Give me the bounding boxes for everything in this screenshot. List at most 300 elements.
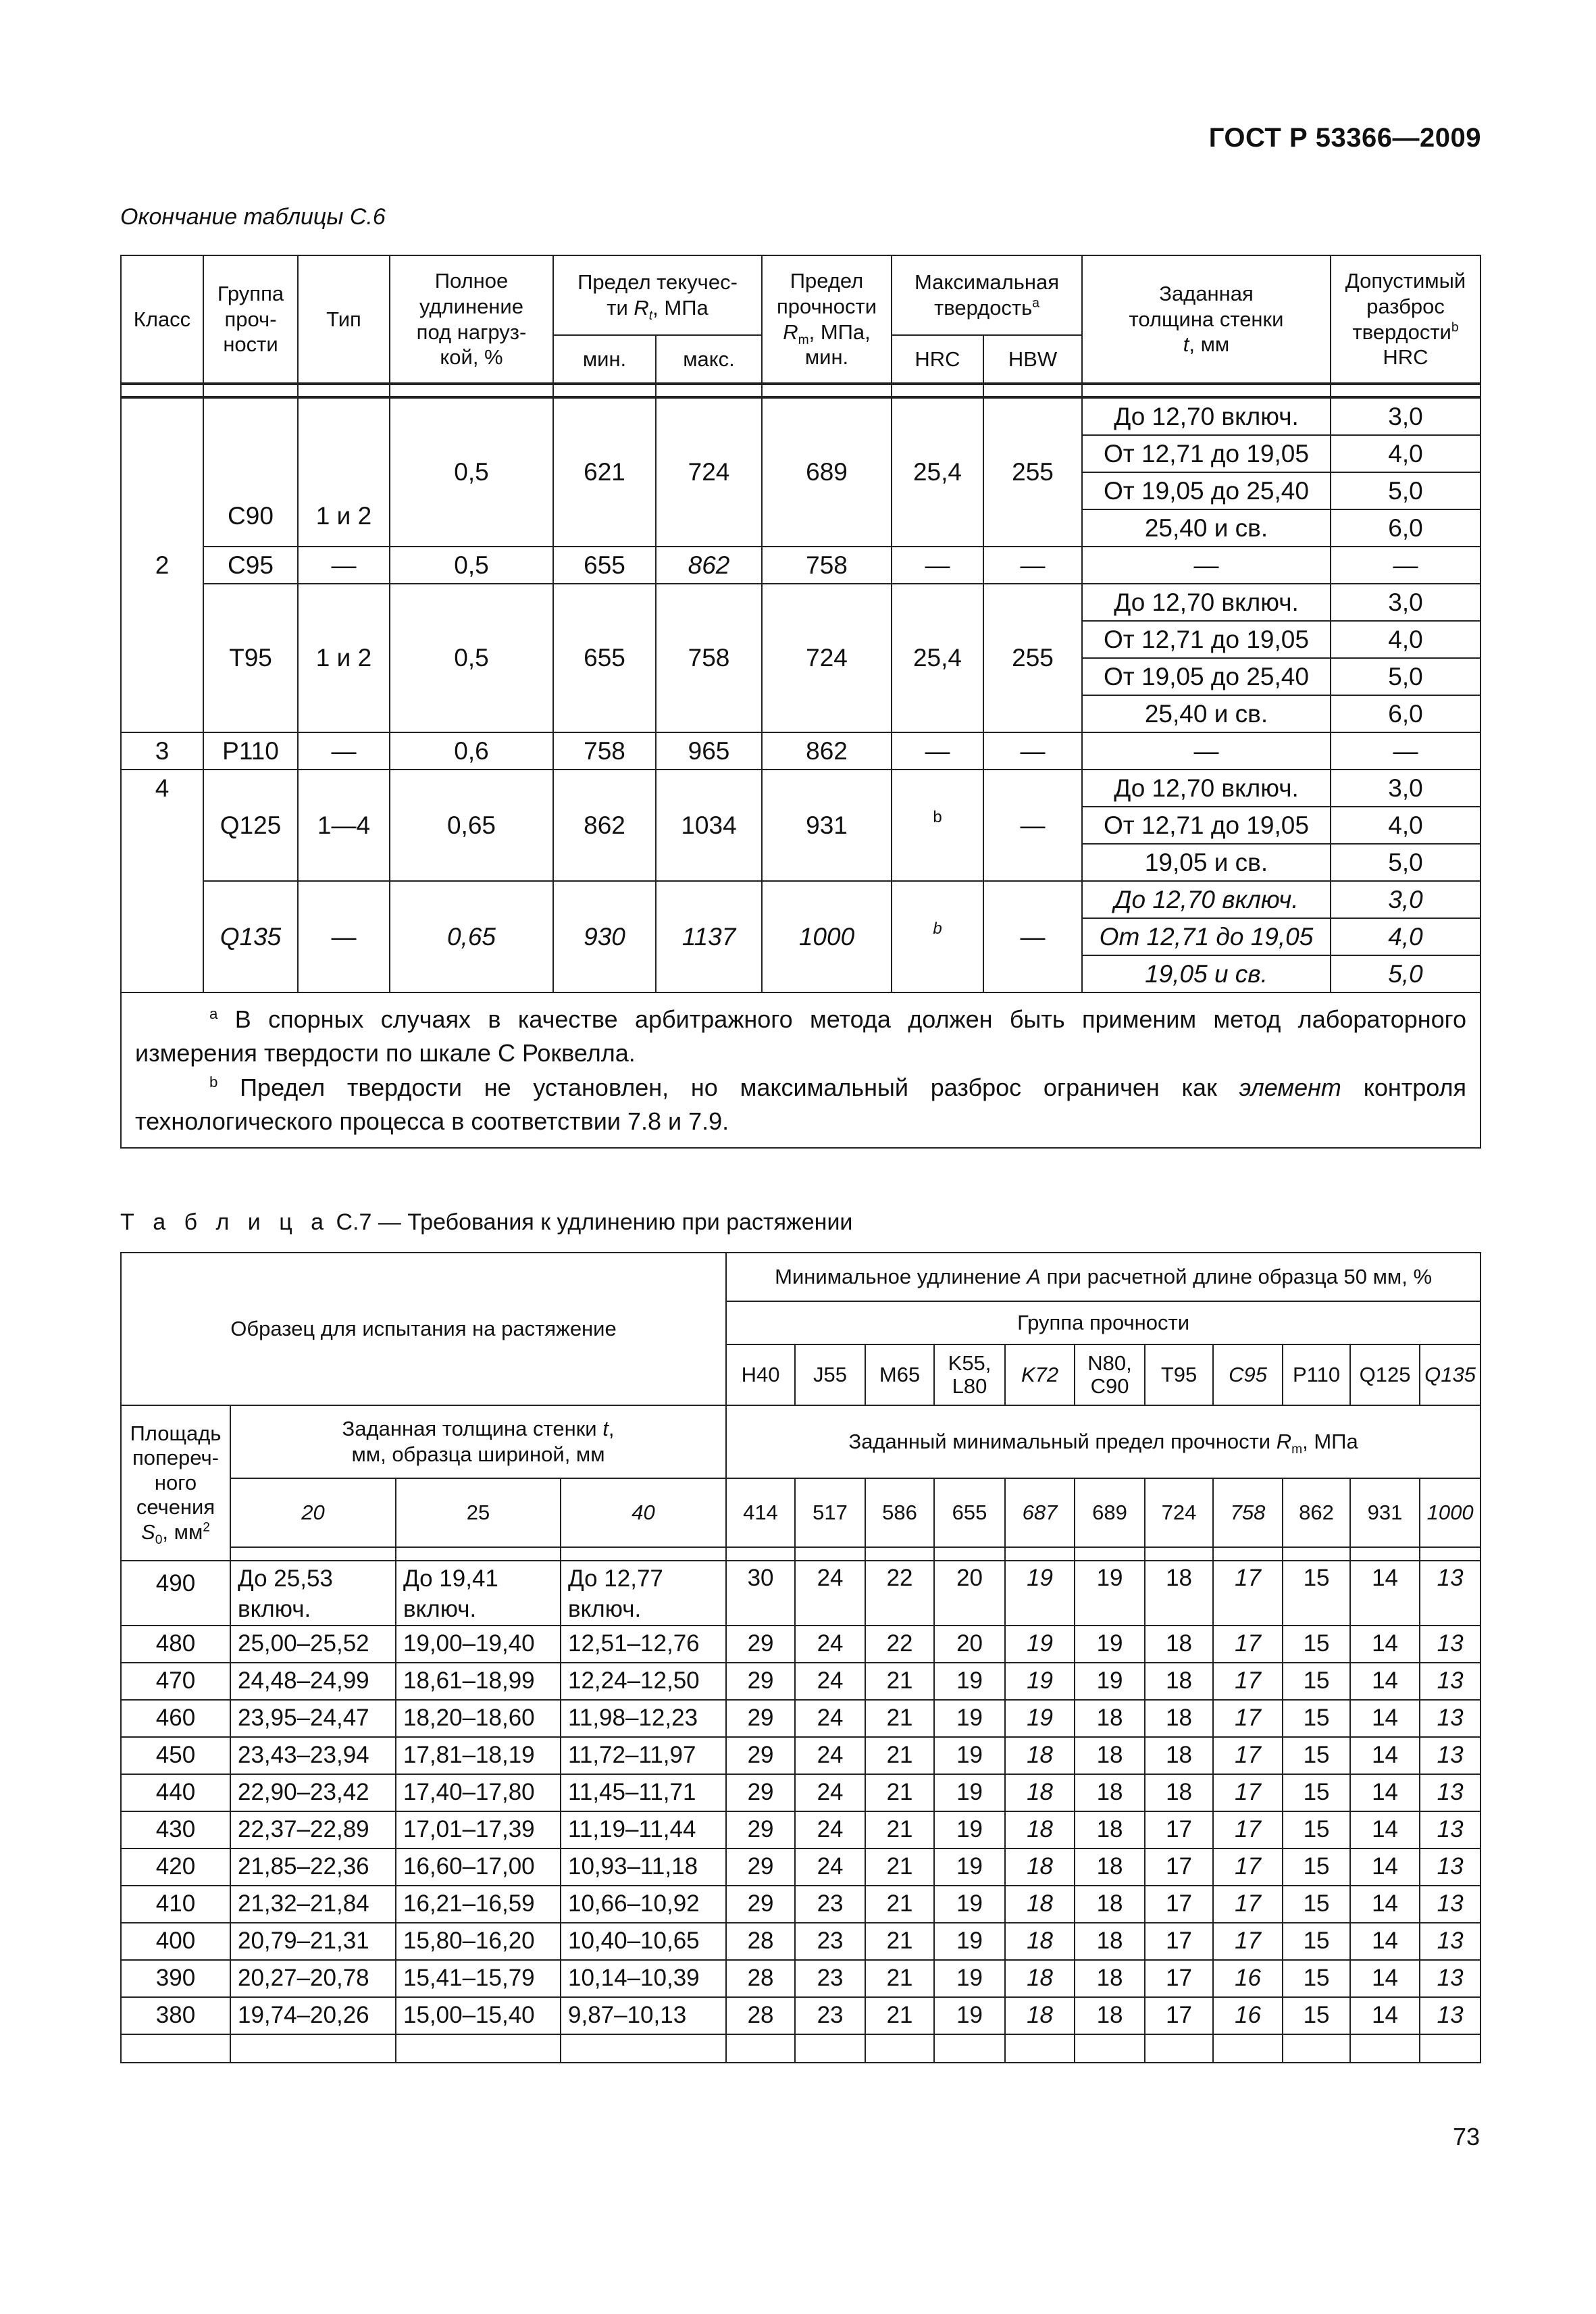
thickness-cell: 24,48–24,99 xyxy=(230,1663,396,1700)
area-cell: 490 xyxy=(121,1561,230,1626)
width-cell: 20 xyxy=(230,1478,396,1547)
elongation-cell: 20 xyxy=(934,1626,1005,1663)
table-row xyxy=(121,1561,1481,1626)
elongation-cell: 19 xyxy=(1005,1626,1075,1663)
elongation-cell: 23 xyxy=(795,1886,865,1923)
hrc-cell: b xyxy=(892,770,983,881)
elongation-cell: 14 xyxy=(1350,1960,1420,1997)
elongation-cell: 29 xyxy=(726,1774,795,1811)
elong-cell: 0,5 xyxy=(390,397,553,547)
strength-cell: 931 xyxy=(1350,1478,1420,1547)
table6-footnotes xyxy=(121,992,1481,1148)
elongation-cell: 18 xyxy=(1005,1960,1075,1997)
elongation-cell: 18 xyxy=(1075,1923,1145,1960)
spacer-cell xyxy=(795,1547,865,1561)
header-wall: Заданная толщина стенки t, мм xyxy=(1082,255,1331,384)
table-row xyxy=(121,1626,1481,1663)
elongation-cell: 15 xyxy=(1283,1774,1350,1811)
spacer-cell xyxy=(1145,2034,1213,2063)
elongation-cell: 22 xyxy=(865,1561,934,1626)
table-row xyxy=(121,770,1481,807)
header-yield-min: мин. xyxy=(553,335,656,384)
elongation-cell: 13 xyxy=(1420,1811,1481,1848)
elongation-cell: 14 xyxy=(1350,1626,1420,1663)
elongation-cell: 15 xyxy=(1283,1663,1350,1700)
elongation-cell: 14 xyxy=(1350,1923,1420,1960)
elongation-cell: 17 xyxy=(1145,1886,1213,1923)
wall-cell: До 12,70 включ. xyxy=(1082,584,1331,621)
elongation-cell: 19 xyxy=(934,1663,1005,1700)
thickness-cell: 17,81–18,19 xyxy=(396,1737,561,1774)
strength-cell: 414 xyxy=(726,1478,795,1547)
area-cell: 480 xyxy=(121,1626,230,1663)
strength-group-cell: K55, L80 xyxy=(934,1344,1005,1405)
header-tensile-strength: Заданный минимальный предел прочности $R_m$, МПа xyxy=(726,1405,1481,1478)
wall-cell: — xyxy=(1082,547,1331,584)
thickness-cell: 10,14–10,39 xyxy=(561,1960,726,1997)
area-cell: 430 xyxy=(121,1811,230,1848)
hbw-cell: — xyxy=(983,732,1082,770)
table-row xyxy=(121,397,1481,435)
elongation-cell: 18 xyxy=(1145,1663,1213,1700)
elongation-cell: 24 xyxy=(795,1848,865,1886)
yield-max-cell: 724 xyxy=(656,397,762,547)
header-klass: Класс xyxy=(121,255,203,384)
elongation-cell: 21 xyxy=(865,1886,934,1923)
thickness-cell: 25,00–25,52 xyxy=(230,1626,396,1663)
spacer-cell xyxy=(1350,1547,1420,1561)
spread-cell: 4,0 xyxy=(1331,918,1481,955)
elongation-cell: 29 xyxy=(726,1663,795,1700)
wall-cell: От 19,05 до 25,40 xyxy=(1082,472,1331,509)
yield-min-cell: 862 xyxy=(553,770,656,881)
spacer-cell xyxy=(1420,2034,1481,2063)
elongation-cell: 17 xyxy=(1213,1886,1283,1923)
elongation-cell: 18 xyxy=(1075,1700,1145,1737)
spread-cell: 4,0 xyxy=(1331,621,1481,658)
thickness-cell: 18,20–18,60 xyxy=(396,1700,561,1737)
strength-cell: 689 xyxy=(1075,1478,1145,1547)
elongation-cell: 15 xyxy=(1283,1923,1350,1960)
thickness-cell: 10,40–10,65 xyxy=(561,1923,726,1960)
elongation-cell: 14 xyxy=(1350,1997,1420,2034)
strength-cell: 586 xyxy=(865,1478,934,1547)
spread-cell: — xyxy=(1331,547,1481,584)
strength-group-cell: T95 xyxy=(1145,1344,1213,1405)
spread-cell: 3,0 xyxy=(1331,397,1481,435)
yield-min-cell: 758 xyxy=(553,732,656,770)
spread-cell: 5,0 xyxy=(1331,658,1481,695)
elongation-cell: 17 xyxy=(1213,1737,1283,1774)
header-hrc: HRC xyxy=(892,335,983,384)
spacer-cell xyxy=(865,1547,934,1561)
elongation-cell: 29 xyxy=(726,1811,795,1848)
area-cell: 400 xyxy=(121,1923,230,1960)
elongation-cell: 21 xyxy=(865,1774,934,1811)
header-type: Тип xyxy=(298,255,390,384)
elong-cell: 0,5 xyxy=(390,584,553,732)
thickness-cell: 23,43–23,94 xyxy=(230,1737,396,1774)
header-group: Группа проч- ности xyxy=(203,255,298,384)
elongation-cell: 19 xyxy=(1005,1663,1075,1700)
elongation-cell: 13 xyxy=(1420,1923,1481,1960)
strength-group-cell: M65 xyxy=(865,1344,934,1405)
spacer-cell xyxy=(230,2034,396,2063)
elongation-cell: 24 xyxy=(795,1737,865,1774)
wall-cell: От 12,71 до 19,05 xyxy=(1082,621,1331,658)
tensile-cell: 724 xyxy=(762,584,892,732)
spacer-cell xyxy=(1213,2034,1283,2063)
elongation-cell: 19 xyxy=(934,1960,1005,1997)
elongation-cell: 18 xyxy=(1145,1774,1213,1811)
elongation-cell: 15 xyxy=(1283,1811,1350,1848)
yield-max-cell: 862 xyxy=(656,547,762,584)
thickness-cell: 11,98–12,23 xyxy=(561,1700,726,1737)
spacer-cell xyxy=(1145,1547,1213,1561)
spacer-cell xyxy=(1420,1547,1481,1561)
elongation-cell: 18 xyxy=(1075,1737,1145,1774)
spacer-cell xyxy=(1283,2034,1350,2063)
elongation-cell: 16 xyxy=(1213,1960,1283,1997)
spacer-cell xyxy=(1283,1547,1350,1561)
elongation-cell: 18 xyxy=(1005,1997,1075,2034)
thickness-cell: 15,80–16,20 xyxy=(396,1923,561,1960)
strength-cell: 862 xyxy=(1283,1478,1350,1547)
type-cell: — xyxy=(298,881,390,992)
elongation-cell: 14 xyxy=(1350,1886,1420,1923)
elongation-cell: 24 xyxy=(795,1700,865,1737)
elongation-cell: 17 xyxy=(1213,1923,1283,1960)
elongation-cell: 23 xyxy=(795,1923,865,1960)
spread-cell: 4,0 xyxy=(1331,435,1481,472)
header-wall-thickness: Заданная толщина стенки t, мм, образца шириной, мм xyxy=(230,1405,726,1478)
type-cell: 1 и 2 xyxy=(298,397,390,547)
thickness-cell: До 25,53 включ. xyxy=(230,1561,396,1626)
spacer-cell xyxy=(121,2034,230,2063)
document-code: ГОСТ Р 53366—2009 xyxy=(1208,123,1481,153)
elongation-cell: 13 xyxy=(1420,1561,1481,1626)
yield-min-cell: 621 xyxy=(553,397,656,547)
elongation-cell: 17 xyxy=(1213,1561,1283,1626)
tensile-cell: 1000 xyxy=(762,881,892,992)
type-cell: — xyxy=(298,732,390,770)
header-area: Площадь попереч- ного сечения $S_0$, $мм^2$ xyxy=(121,1405,230,1561)
elongation-cell: 21 xyxy=(865,1811,934,1848)
thickness-cell: 10,93–11,18 xyxy=(561,1848,726,1886)
elongation-cell: 15 xyxy=(1283,1737,1350,1774)
elongation-cell: 17 xyxy=(1213,1663,1283,1700)
area-cell: 390 xyxy=(121,1960,230,1997)
thickness-cell: 9,87–10,13 xyxy=(561,1997,726,2034)
elongation-cell: 18 xyxy=(1005,1737,1075,1774)
table-c6 xyxy=(120,255,1481,1149)
spacer-cell xyxy=(1005,2034,1075,2063)
wall-cell: От 12,71 до 19,05 xyxy=(1082,918,1331,955)
thickness-cell: До 12,77 включ. xyxy=(561,1561,726,1626)
elongation-cell: 17 xyxy=(1213,1626,1283,1663)
spacer-cell xyxy=(396,1547,561,1561)
wall-cell: 25,40 и св. xyxy=(1082,509,1331,547)
elongation-cell: 21 xyxy=(865,1923,934,1960)
elongation-cell: 17 xyxy=(1213,1848,1283,1886)
wall-cell: От 12,71 до 19,05 xyxy=(1082,435,1331,472)
hbw-cell: 255 xyxy=(983,397,1082,547)
elongation-cell: 13 xyxy=(1420,1737,1481,1774)
spacer-cell xyxy=(795,2034,865,2063)
table-row xyxy=(121,2034,1481,2063)
elongation-cell: 13 xyxy=(1420,1700,1481,1737)
width-cell: 25 xyxy=(396,1478,561,1547)
elongation-cell: 19 xyxy=(934,1700,1005,1737)
thickness-cell: 12,24–12,50 xyxy=(561,1663,726,1700)
header-specimen: Образец для испытания на растяжение xyxy=(121,1253,726,1405)
strength-group-cell: J55 xyxy=(795,1344,865,1405)
elongation-cell: 18 xyxy=(1005,1811,1075,1848)
elongation-cell: 19 xyxy=(1005,1561,1075,1626)
hrc-cell: — xyxy=(892,547,983,584)
header-strength-group: Группа прочности xyxy=(726,1301,1481,1344)
elongation-cell: 21 xyxy=(865,1848,934,1886)
table-row xyxy=(121,1960,1481,1997)
spread-cell: 3,0 xyxy=(1331,584,1481,621)
thickness-cell: 23,95–24,47 xyxy=(230,1700,396,1737)
elongation-cell: 17 xyxy=(1213,1774,1283,1811)
spread-cell: — xyxy=(1331,732,1481,770)
thickness-cell: 21,32–21,84 xyxy=(230,1886,396,1923)
tensile-cell: 931 xyxy=(762,770,892,881)
thickness-cell: 12,51–12,76 xyxy=(561,1626,726,1663)
elongation-cell: 18 xyxy=(1075,1886,1145,1923)
elongation-cell: 19 xyxy=(1075,1663,1145,1700)
header-min-elongation: Минимальное удлинение A при расчетной длине образца 50 мм, % xyxy=(726,1253,1481,1301)
spread-cell: 3,0 xyxy=(1331,881,1481,918)
spacer-cell xyxy=(1005,1547,1075,1561)
hrc-cell: b xyxy=(892,881,983,992)
hbw-cell: — xyxy=(983,770,1082,881)
elongation-cell: 24 xyxy=(795,1626,865,1663)
strength-group-cell: Q125 xyxy=(1350,1344,1420,1405)
thickness-cell: 22,90–23,42 xyxy=(230,1774,396,1811)
table7-caption: Т а б л и ц а С.7 — Требования к удлинению при растяжении xyxy=(120,1209,853,1235)
group-cell: C95 xyxy=(203,547,298,584)
elongation-cell: 24 xyxy=(795,1561,865,1626)
spacer-cell xyxy=(726,2034,795,2063)
wall-cell: До 12,70 включ. xyxy=(1082,881,1331,918)
tensile-cell: 758 xyxy=(762,547,892,584)
hbw-cell: 255 xyxy=(983,584,1082,732)
elongation-cell: 14 xyxy=(1350,1561,1420,1626)
elongation-cell: 29 xyxy=(726,1848,795,1886)
elongation-cell: 14 xyxy=(1350,1700,1420,1737)
thickness-cell: 16,60–17,00 xyxy=(396,1848,561,1886)
elongation-cell: 13 xyxy=(1420,1848,1481,1886)
elongation-cell: 18 xyxy=(1145,1561,1213,1626)
spread-cell: 3,0 xyxy=(1331,770,1481,807)
elongation-cell: 18 xyxy=(1075,1774,1145,1811)
elongation-cell: 13 xyxy=(1420,1774,1481,1811)
table-row xyxy=(121,1848,1481,1886)
elongation-cell: 28 xyxy=(726,1997,795,2034)
wall-cell: До 12,70 включ. xyxy=(1082,397,1331,435)
tensile-cell: 862 xyxy=(762,732,892,770)
thickness-cell: 10,66–10,92 xyxy=(561,1886,726,1923)
strength-cell: 687 xyxy=(1005,1478,1075,1547)
elongation-cell: 15 xyxy=(1283,1626,1350,1663)
table-row xyxy=(121,584,1481,621)
thickness-cell: 11,45–11,71 xyxy=(561,1774,726,1811)
wall-cell: — xyxy=(1082,732,1331,770)
elongation-cell: 28 xyxy=(726,1960,795,1997)
elongation-cell: 18 xyxy=(1075,1997,1145,2034)
elongation-cell: 17 xyxy=(1213,1811,1283,1848)
header-elongation: Полное удлинение под нагруз- кой, % xyxy=(390,255,553,384)
elongation-cell: 17 xyxy=(1145,1811,1213,1848)
elongation-cell: 24 xyxy=(795,1774,865,1811)
group-cell: C90 xyxy=(203,397,298,547)
yield-max-cell: 1137 xyxy=(656,881,762,992)
wall-cell: 19,05 и св. xyxy=(1082,844,1331,881)
elongation-cell: 19 xyxy=(1075,1626,1145,1663)
elongation-cell: 15 xyxy=(1283,1960,1350,1997)
klass-cell: 4 xyxy=(121,770,203,992)
elongation-cell: 13 xyxy=(1420,1886,1481,1923)
elongation-cell: 13 xyxy=(1420,1663,1481,1700)
yield-min-cell: 655 xyxy=(553,547,656,584)
elongation-cell: 13 xyxy=(1420,1626,1481,1663)
thickness-cell: 17,40–17,80 xyxy=(396,1774,561,1811)
spread-cell: 6,0 xyxy=(1331,695,1481,732)
thickness-cell: 11,72–11,97 xyxy=(561,1737,726,1774)
thickness-cell: 18,61–18,99 xyxy=(396,1663,561,1700)
area-cell: 410 xyxy=(121,1886,230,1923)
yield-min-cell: 655 xyxy=(553,584,656,732)
table-row xyxy=(121,547,1481,584)
spacer-cell xyxy=(934,1547,1005,1561)
elongation-cell: 29 xyxy=(726,1700,795,1737)
group-cell: T95 xyxy=(203,584,298,732)
klass-cell: 3 xyxy=(121,732,203,770)
elongation-cell: 19 xyxy=(934,1923,1005,1960)
type-cell: 1—4 xyxy=(298,770,390,881)
thickness-cell: 16,21–16,59 xyxy=(396,1886,561,1923)
strength-cell: 758 xyxy=(1213,1478,1283,1547)
spacer-cell xyxy=(1213,1547,1283,1561)
thickness-cell: 22,37–22,89 xyxy=(230,1811,396,1848)
strength-group-cell: P110 xyxy=(1283,1344,1350,1405)
area-cell: 420 xyxy=(121,1848,230,1886)
table-row xyxy=(121,1811,1481,1848)
spacer-cell xyxy=(561,1547,726,1561)
spacer-cell xyxy=(1075,2034,1145,2063)
elongation-cell: 13 xyxy=(1420,1997,1481,2034)
table-row xyxy=(121,1886,1481,1923)
group-cell: P110 xyxy=(203,732,298,770)
elongation-cell: 21 xyxy=(865,1700,934,1737)
strength-group-cell: H40 xyxy=(726,1344,795,1405)
spread-cell: 6,0 xyxy=(1331,509,1481,547)
elongation-cell: 13 xyxy=(1420,1960,1481,1997)
footnote-a: $^a$ В спорных случаях в качестве арбитражного метода должен быть применим метод лабораторного измерения твердости по шкале С Роквелла. xyxy=(135,1005,1466,1067)
elongation-cell: 24 xyxy=(795,1811,865,1848)
spacer-cell xyxy=(230,1547,396,1561)
spread-cell: 5,0 xyxy=(1331,955,1481,992)
elongation-cell: 22 xyxy=(865,1626,934,1663)
elongation-cell: 24 xyxy=(795,1663,865,1700)
elongation-cell: 19 xyxy=(934,1997,1005,2034)
spacer-cell xyxy=(1075,1547,1145,1561)
wall-cell: 25,40 и св. xyxy=(1082,695,1331,732)
wall-cell: От 19,05 до 25,40 xyxy=(1082,658,1331,695)
header-tensile: Предел прочности $R_m$, МПа, мин. xyxy=(762,255,892,384)
footnote-b: $^b$ Предел твердости не установлен, но максимальный разброс ограничен как элемент контроля технологического процесса в соответствии 7.8 и 7.9. xyxy=(135,1073,1466,1136)
elongation-cell: 14 xyxy=(1350,1811,1420,1848)
elongation-cell: 19 xyxy=(1005,1700,1075,1737)
header-hbw: HBW xyxy=(983,335,1082,384)
klass-cell: 2 xyxy=(121,397,203,732)
thickness-cell: 15,00–15,40 xyxy=(396,1997,561,2034)
hrc-cell: 25,4 xyxy=(892,397,983,547)
spacer-cell xyxy=(726,1547,795,1561)
elongation-cell: 21 xyxy=(865,1737,934,1774)
elongation-cell: 14 xyxy=(1350,1774,1420,1811)
elongation-cell: 17 xyxy=(1213,1700,1283,1737)
area-cell: 380 xyxy=(121,1997,230,2034)
tensile-cell: 689 xyxy=(762,397,892,547)
strength-cell: 517 xyxy=(795,1478,865,1547)
elongation-cell: 18 xyxy=(1145,1700,1213,1737)
elongation-cell: 14 xyxy=(1350,1848,1420,1886)
elongation-cell: 23 xyxy=(795,1997,865,2034)
elongation-cell: 17 xyxy=(1145,1923,1213,1960)
elongation-cell: 15 xyxy=(1283,1997,1350,2034)
thickness-cell: 20,79–21,31 xyxy=(230,1923,396,1960)
table-c7 xyxy=(120,1252,1481,2063)
elongation-cell: 17 xyxy=(1145,1960,1213,1997)
header-yield-max: макс. xyxy=(656,335,762,384)
elong-cell: 0,6 xyxy=(390,732,553,770)
elongation-cell: 18 xyxy=(1075,1811,1145,1848)
elongation-cell: 29 xyxy=(726,1737,795,1774)
group-cell: Q125 xyxy=(203,770,298,881)
strength-cell: 1000 xyxy=(1420,1478,1481,1547)
spacer-cell xyxy=(561,2034,726,2063)
area-cell: 460 xyxy=(121,1700,230,1737)
elongation-cell: 17 xyxy=(1145,1848,1213,1886)
header-max-hardness: Максимальная твердость$^a$ xyxy=(892,255,1082,335)
elongation-cell: 17 xyxy=(1145,1997,1213,2034)
elongation-cell: 19 xyxy=(1075,1561,1145,1626)
elongation-cell: 18 xyxy=(1005,1886,1075,1923)
table-row xyxy=(121,1923,1481,1960)
elongation-cell: 30 xyxy=(726,1561,795,1626)
elongation-cell: 28 xyxy=(726,1923,795,1960)
elongation-cell: 15 xyxy=(1283,1848,1350,1886)
elongation-cell: 20 xyxy=(934,1561,1005,1626)
spacer-cell xyxy=(1350,2034,1420,2063)
wall-cell: От 12,71 до 19,05 xyxy=(1082,807,1331,844)
strength-cell: 724 xyxy=(1145,1478,1213,1547)
strength-group-cell: Q135 xyxy=(1420,1344,1481,1405)
table-row xyxy=(121,1700,1481,1737)
elongation-cell: 19 xyxy=(934,1737,1005,1774)
area-cell: 450 xyxy=(121,1737,230,1774)
wall-cell: До 12,70 включ. xyxy=(1082,770,1331,807)
group-cell: Q135 xyxy=(203,881,298,992)
table-row xyxy=(121,1737,1481,1774)
thickness-cell: 15,41–15,79 xyxy=(396,1960,561,1997)
table-row xyxy=(121,881,1481,918)
width-cell: 40 xyxy=(561,1478,726,1547)
